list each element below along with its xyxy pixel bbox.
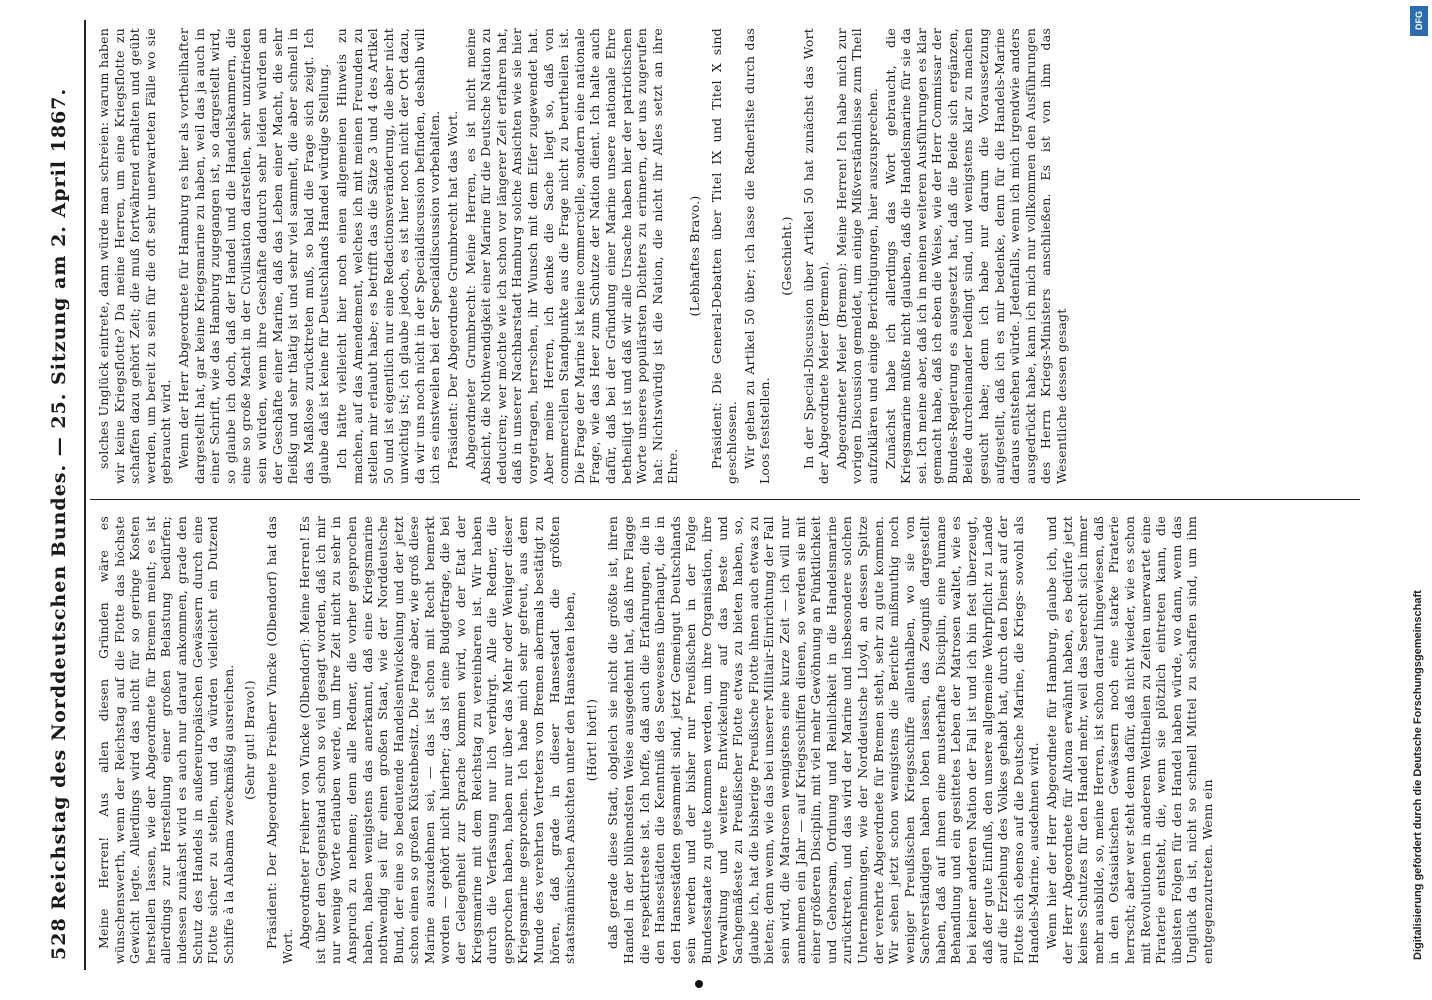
paragraph: Meine Herren! Aus allen diesen Gründen wäre es wünschenswerth, wenn der Reichstag auf die Flotte das höchste Gewicht legte. Allerdings wird das nicht für so geringe Kosten herstellen lassen, wie der Abgeordnete für Bremen meint; es ist allerdings zur Herstellung einer großen Belastung bedürfen; indessen zunächst wird es auch nur darauf ankommen, grade den Schutz des Handels in außereuropäischen Gewässern durch eine Flotte sicher zu stellen, und da würden vielleicht ein Dutzend Schiffe à la Alabama zweckmäßig ausreichen. (96, 516, 236, 964)
page-header (40, 20, 80, 970)
interjection: (Lebhaftes Bravo.) (686, 195, 702, 317)
rotated-page-content (40, 20, 1380, 970)
column-left (96, 516, 1218, 964)
paragraph: Wir gehen zu Artikel 50 über; ich lasse die Rednerliste durch das Loos feststellen. (741, 28, 773, 484)
page-number: 528 (48, 917, 70, 960)
credit-text: Digitalisierung gefördert durch die Deutsche Forschungsgemeinschaft (1412, 590, 1424, 960)
paragraph: Wenn der Herr Abgeordnete für Hamburg es hier als vortheilhafter dargestellt hat, gar keine Kriegsmarine zu haben, weil das ja auch in einer Schrift, wie das Hamburg zugegangen ist, so dargestellt wird, so glaube ich doch, daß der Handel und die Handelskammern, die eine so große Macht in der Civilisation darstellen, sehr unzufrieden sein würden, wenn ihre Geschäfte dadurch sehr leiden würden an der Geschäfte einer Marine, daß das Leben einer Macht, die sehr fleißig und sehr thätig ist und sehr viel sammelt, die aber schnell in das Maßlose zurücktreten muß, so bald die Frage sich zeigt. Ich glaube daß ist keine für Deutschlands Handel würdige Stellung. (175, 28, 332, 484)
paragraph: Wenn hier der Herr Abgeordnete für Hamburg, glaube ich, und der Herr Abgeordnete für Altona erwähnt haben, es bedürfe jetzt keines Schutzes für den Handel mehr, weil das Seerecht sich immer mehr ausbilde, so, meine Herren, ist schon darauf hingewiesen, daß in den Ostasiatischen Gewässern noch eine starke Piraterie herrscht; aber wer steht denn dafür, daß nicht wieder, wie es schon mit Revolutionen in anderen Welttheilen zu Zeiten unerwartet eine Piraterie entsteht, die, wenn sie plötzlich eintreten kann, die übelsten Folgen für den Handel haben würde, wo dann, wenn das Unglück da ist, nicht so schnell Mittel zu schaffen sind, um ihm entgegenzutreten. Wenn ein (1044, 516, 1215, 964)
interjection: (Hört! hört!) (583, 698, 599, 782)
column-right (96, 28, 1072, 484)
paragraph: Abgeordneter Grumbrecht: Meine Herren, es ist nicht meine Absicht, die Nothwendigkeit einer Marine für die Deutsche Nation zu deduciren; wer möchte wie ich schon vor längerer Zeit erfahren hat, daß in unserer Nachbarstadt Hamburg solche Ansichten wie sie hier vorgetragen, herrschen, ihr Wunsch mit dem Eifer zugewendet hat. Aber meine Herren, ich denke die Sache liegt so, daß von commerciellen Standpunkte aus die Frage nicht zu beurtheilen ist. Die Frage der Marine ist keine commercielle, sondern eine nationale Frage, wie das Heer zum Schutze der Nation dient. Ich halte auch dafür, daß bei der Gründung einer Marine unsere nationale Ehre betheiligt ist und daß wir alle Ursache haben hier der patriotischen Worte unseres populärsten Dichters zu erinnern, der uns zugerufen hat: Nichtswürdig ist die Nation, die nicht ihr Alles setzt an ihre Ehre. (462, 28, 681, 484)
paragraph: Abgeordneter Meier (Bremen): Meine Herren! Ich habe mich zur vorigen Discussion gemeldet, um einige Mißverständnisse zum Theil aufzuklären und einige Berichtigungen, hier auszusprechen. (833, 28, 880, 484)
paragraph: Präsident: Die General-Debatten über Titel IX und Titel X sind geschlossen. (708, 28, 740, 484)
header-rule (84, 20, 86, 970)
column-divider (90, 499, 1360, 500)
paragraph: Abgeordneter Freiherr von Vincke (Olbendorf): Meine Herren! Es ist über den Gegenstand schon so viel gesagt worden, daß ich mir nur wenige Worte erlauben werde, um Ihre Zeit nicht zu sehr in Anspruch zu nehmen; denn alle Redner, die vorher gesprochen haben, haben wenigstens das anerkannt, daß eine Kriegsmarine nothwendig sei für einen großen Staat, wie der Norddeutsche Bund, der eine so bedeutende Handelsentwickelung und der jetzt schon einen so großen Küstenbesitz. Die Frage aber, wie groß diese Marine auszudehnen sei, — das ist schon mit Recht bemerkt worden — gehört nicht hierher; das ist eine Budgetfrage, die bei der Gelegenheit zur Sprache kommen wird, wo der Etat der Kriegsmarine mit dem Reichstag zu vereinbaren ist. Wir haben durch die Verfassung nur lich verbürgt. Alle die Redner, die gesprochen haben, haben nur über das Mehr oder Weniger dieser Kriegsmarine gesprochen. Ich habe mich sehr gefreut, aus dem Munde des verehrten Vertreters von Bremen abermals bestätigt zu hören, daß grade in dieser Hansestadt die größten staatsmännischen Ansichten unter den Hanseaten leben, (297, 516, 578, 964)
dfg-logo-text: DFG (1414, 11, 1424, 31)
ink-spot (695, 980, 703, 988)
paragraph: Präsident: Der Abgeordnete Freiherr Vincke (Olbendorf) hat das Wort. (263, 516, 295, 964)
paragraph: solches Unglück eintrete, dann würde man schreien: warum haben wir keine Kriegsflotte? Da meine Herren, um eine Kriegsflotte zu schaffen dazu gehört Zeit; die muß fortwährend erhalten und geübt werden, um bereit zu sein für die oft sehr unerwarteten Fälle wo sie gebraucht wird. (96, 28, 174, 484)
page-title: Reichstag des Norddeutschen Bundes. — 25. Sitzung am 2. April 1867. (48, 87, 70, 910)
paragraph: Ich hätte vielleicht hier noch einen allgemeinen Hinweis zu machen, auf das Amendement, welches ich mit meinen Freunden zu stellen mir erlaubt habe; es betrifft das die Sätze 3 und 4 des Artikel 50 und ist eigentlich nur eine Redactionsveränderung, die aber nicht unwichtig ist; ich glaube jedoch, es ist hier noch nicht der Ort dazu, da wir uns noch nicht in der Specialdiscussion befinden, deshalb will ich es einstweilen bei der Specialdiscussion vorbehalten. (333, 28, 443, 484)
paragraph: daß gerade diese Stadt, obgleich sie nicht die größte ist, ihren Handel in der blühendsten Weise ausgedehnt hat, daß ihre Flagge die respektirteste ist. Ich hoffe, daß auch die Erfahrungen, die in den Hansestädten die Kenntniß des Seewesens überhaupt, die in den Hansestädten gesammelt sind, jetzt Gemeingut Deutschlands sein werden und der bisher nur Preußischen in der Folge Bundesstaate zu gute kommen werden, um ihre Organisation, ihre Verwaltung und weitere Entwickelung auf das Beste und Sachgemäßeste zu Preußischer Flotte etwas zu bieten haben, so, glaube ich, hat die bisherige Preußische Flotte ihnen auch etwas zu bieten; denn wenn, wie das bei unserer Militair-Einrichtung der Fall sein wird, die Matrosen wenigstens eine kurze Zeit — ich will nur annehmen ein Jahr — auf Kriegsschiffen dienen, so werden sie mit einer größeren Disciplin, mit viel mehr Gewöhnung an Pünktlichkeit und Gehorsam, Ordnung und Reinlichkeit in die Handelsmarine zurücktreten, und das wird der Marine und insbesondere solchen Unternehmungen, wie der Norddeutsche Lloyd, an dessen Spitze der verehrte Abgeordnete für Bremen steht, sehr zu gute kommen. Wir sehen jetzt schon wenigstens die Berichte mißmuthig noch weniger Preußischen Kriegsschiffe allenthalben, wo sie von Sachverständigen haben loben lassen, das Zeugniß dargestellt haben, daß auf ihnen eine musterhafte Disciplin, eine humane Behandlung und ein gesittetes Leben der Matrosen waltet, wie es bei keiner anderen Nation der Fall ist und ich bin fest überzeugt, daß der gute Einfluß, den unsere allgemeine Wehrpflicht zu Lande auf die Erziehung des Volkes gehabt hat, durch den Dienst auf der Flotte sich ebenso auf die Deutsche Marine, die Kriegs- sowohl als Handels-Marine, ausdehnen wird. (605, 515, 1042, 964)
paragraph: Zunächst habe ich allerdings das Wort gebraucht, die Kriegsmarine müßte nicht glauben, daß die Handelsmarine für sie da sei. Ich meine aber, daß ich in meinen weiteren Ausführungen es klar gemacht habe, daß ich eben die Weise, wie der Herr Commissar der Bundes-Regierung es ausgesetzt hat, daß die Beide sich ergänzen, Beide durcheinander bedingt sind, und wenigstens klar zu machen gesucht habe; denn ich habe nur darum die Voraussetzung aufgestellt, daß ich es mir bedenke, denn für die Handels-Marine daraus entstehen würde. Jedenfalls, wenn ich mich irgendwie anders ausgedrückt habe, kann ich mich nur vollkommen den Ausführungen des Herrn Kriegs-Ministers anschließen. Es ist von ihm das Wesentliche dessen gesagt (882, 28, 1070, 484)
dfg-logo (1410, 6, 1428, 36)
paragraph: Präsident: Der Abgeordnete Grumbrecht hat das Wort. (445, 110, 461, 469)
interjection: (Geschieht.) (778, 216, 794, 296)
interjection: (Sehr gut! Bravo!) (242, 680, 258, 800)
paragraph: In der Special-Discussion über Artikel 50 hat zunächst das Wort der Abgeordnete Meier (Bremen). (800, 28, 832, 484)
